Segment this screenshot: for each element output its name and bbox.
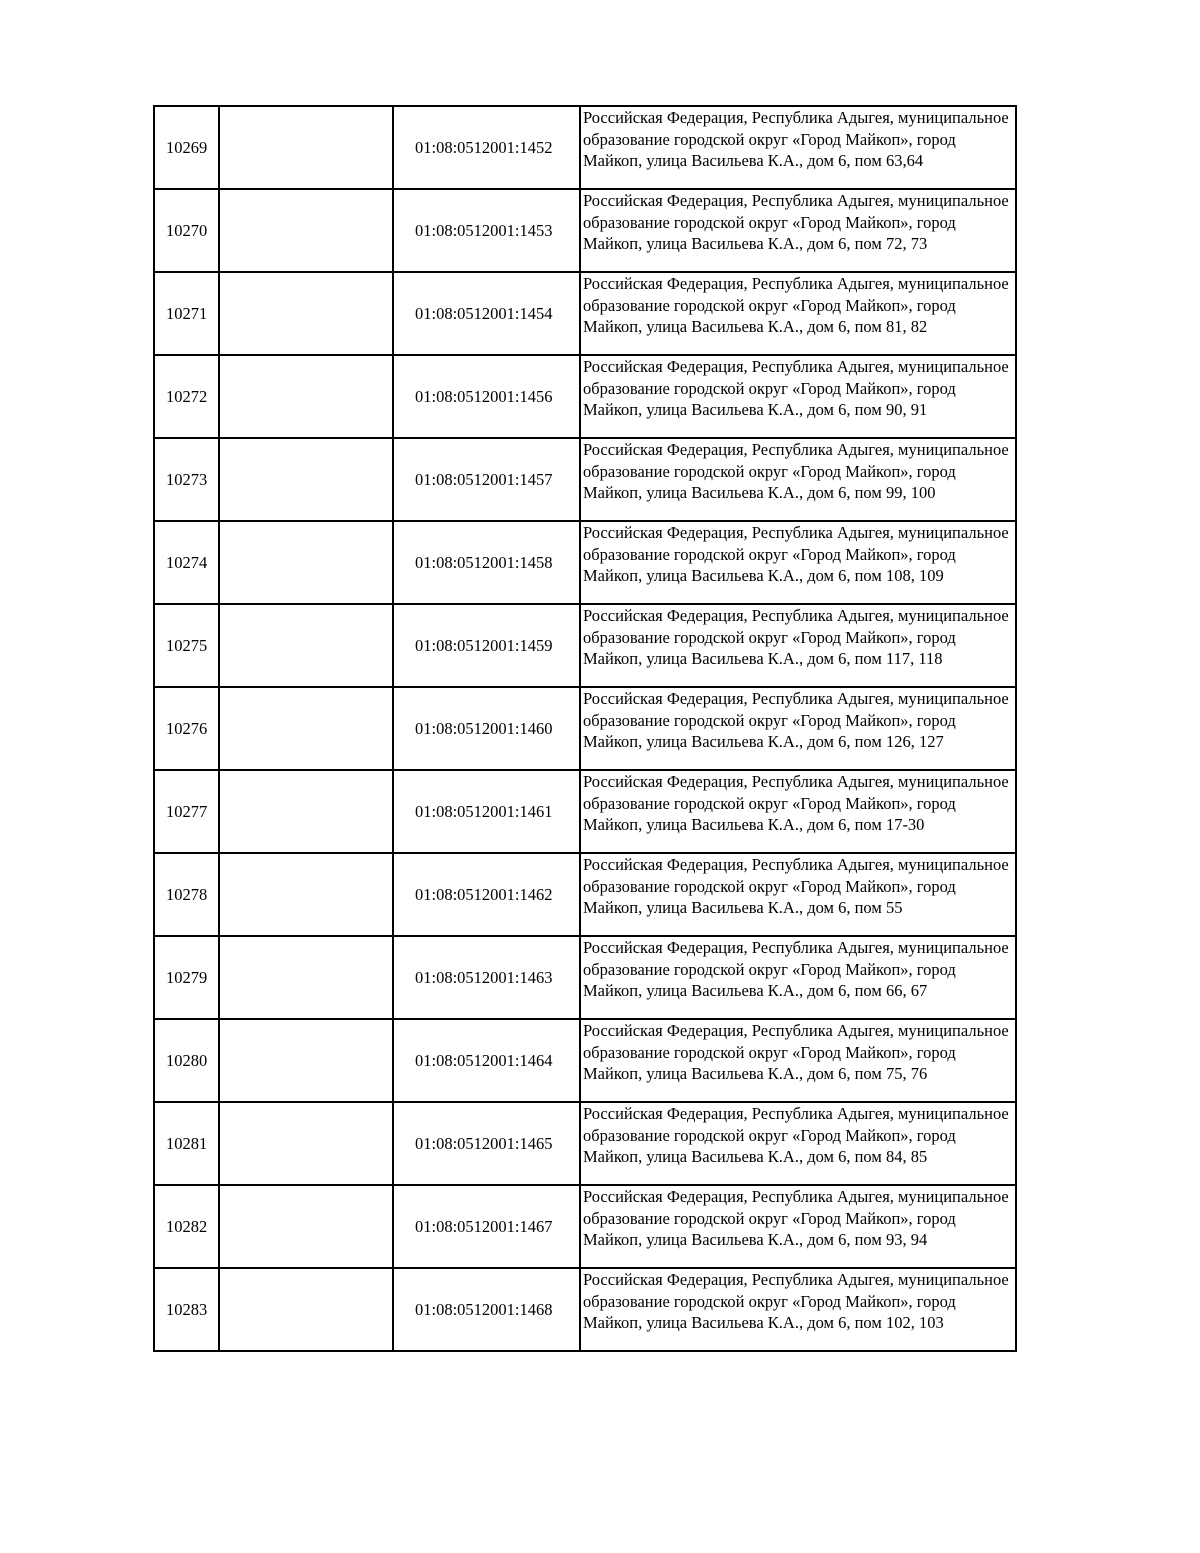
cadastral-number: 01:08:0512001:1452 — [393, 106, 580, 189]
empty-cell — [219, 936, 393, 1019]
address-text: Российская Федерация, Республика Адыгея, муниципальное образование городской округ «Город Майкоп», город Майкоп, улица Васильева К.А., дом 6, пом 63,64 — [583, 108, 1009, 171]
table-row — [154, 106, 1016, 189]
empty-cell — [219, 1185, 393, 1268]
cadastral-number: 01:08:0512001:1454 — [393, 272, 580, 355]
address-cell — [580, 936, 1016, 1019]
row-number: 10274 — [154, 521, 219, 604]
address-text: Российская Федерация, Республика Адыгея, муниципальное образование городской округ «Город Майкоп», город Майкоп, улица Васильева К.А., дом 6, пом 17-30 — [583, 772, 1009, 835]
empty-cell — [219, 189, 393, 272]
empty-cell — [219, 106, 393, 189]
address-cell — [580, 770, 1016, 853]
row-number: 10270 — [154, 189, 219, 272]
cadastral-number: 01:08:0512001:1465 — [393, 1102, 580, 1185]
address-cell — [580, 1102, 1016, 1185]
table-row — [154, 1019, 1016, 1102]
cadastral-number: 01:08:0512001:1467 — [393, 1185, 580, 1268]
address-text: Российская Федерация, Республика Адыгея, муниципальное образование городской округ «Город Майкоп», город Майкоп, улица Васильева К.А., дом 6, пом 55 — [583, 855, 1009, 918]
row-number: 10278 — [154, 853, 219, 936]
table-body — [154, 106, 1016, 1351]
address-text: Российская Федерация, Республика Адыгея, муниципальное образование городской округ «Город Майкоп», город Майкоп, улица Васильева К.А., дом 6, пом 108, 109 — [583, 523, 1009, 586]
cadastral-number: 01:08:0512001:1461 — [393, 770, 580, 853]
address-cell — [580, 438, 1016, 521]
table-row — [154, 1185, 1016, 1268]
table-row — [154, 521, 1016, 604]
address-cell — [580, 853, 1016, 936]
row-number: 10269 — [154, 106, 219, 189]
row-number: 10277 — [154, 770, 219, 853]
empty-cell — [219, 687, 393, 770]
table-row — [154, 189, 1016, 272]
table-row — [154, 272, 1016, 355]
address-text: Российская Федерация, Республика Адыгея, муниципальное образование городской округ «Город Майкоп», город Майкоп, улица Васильева К.А., дом 6, пом 66, 67 — [583, 938, 1009, 1001]
cadastral-number: 01:08:0512001:1462 — [393, 853, 580, 936]
table-row — [154, 936, 1016, 1019]
property-table — [153, 105, 1017, 1352]
empty-cell — [219, 521, 393, 604]
table-row — [154, 853, 1016, 936]
cadastral-number: 01:08:0512001:1457 — [393, 438, 580, 521]
row-number: 10271 — [154, 272, 219, 355]
address-cell — [580, 272, 1016, 355]
address-text: Российская Федерация, Республика Адыгея, муниципальное образование городской округ «Город Майкоп», город Майкоп, улица Васильева К.А., дом 6, пом 99, 100 — [583, 440, 1009, 503]
empty-cell — [219, 355, 393, 438]
address-text: Российская Федерация, Республика Адыгея, муниципальное образование городской округ «Город Майкоп», город Майкоп, улица Васильева К.А., дом 6, пом 81, 82 — [583, 274, 1009, 337]
address-text: Российская Федерация, Республика Адыгея, муниципальное образование городской округ «Город Майкоп», город Майкоп, улица Васильева К.А., дом 6, пом 84, 85 — [583, 1104, 1009, 1167]
table-row — [154, 1102, 1016, 1185]
address-text: Российская Федерация, Республика Адыгея, муниципальное образование городской округ «Город Майкоп», город Майкоп, улица Васильева К.А., дом 6, пом 117, 118 — [583, 606, 1009, 669]
cadastral-number: 01:08:0512001:1456 — [393, 355, 580, 438]
empty-cell — [219, 1102, 393, 1185]
address-cell — [580, 604, 1016, 687]
empty-cell — [219, 272, 393, 355]
cadastral-number: 01:08:0512001:1463 — [393, 936, 580, 1019]
row-number: 10283 — [154, 1268, 219, 1351]
row-number: 10281 — [154, 1102, 219, 1185]
row-number: 10276 — [154, 687, 219, 770]
address-cell — [580, 106, 1016, 189]
cadastral-number: 01:08:0512001:1468 — [393, 1268, 580, 1351]
cadastral-number: 01:08:0512001:1464 — [393, 1019, 580, 1102]
row-number: 10282 — [154, 1185, 219, 1268]
row-number: 10272 — [154, 355, 219, 438]
empty-cell — [219, 604, 393, 687]
empty-cell — [219, 770, 393, 853]
empty-cell — [219, 853, 393, 936]
empty-cell — [219, 1268, 393, 1351]
address-cell — [580, 521, 1016, 604]
address-text: Российская Федерация, Республика Адыгея, муниципальное образование городской округ «Город Майкоп», город Майкоп, улица Васильева К.А., дом 6, пом 75, 76 — [583, 1021, 1009, 1084]
table-row — [154, 438, 1016, 521]
cadastral-number: 01:08:0512001:1459 — [393, 604, 580, 687]
cadastral-number: 01:08:0512001:1460 — [393, 687, 580, 770]
address-text: Российская Федерация, Республика Адыгея, муниципальное образование городской округ «Город Майкоп», город Майкоп, улица Васильева К.А., дом 6, пом 102, 103 — [583, 1270, 1009, 1333]
row-number: 10279 — [154, 936, 219, 1019]
address-cell — [580, 687, 1016, 770]
row-number: 10275 — [154, 604, 219, 687]
table-row — [154, 604, 1016, 687]
table-row — [154, 770, 1016, 853]
address-cell — [580, 189, 1016, 272]
table-row — [154, 355, 1016, 438]
address-text: Российская Федерация, Республика Адыгея, муниципальное образование городской округ «Город Майкоп», город Майкоп, улица Васильева К.А., дом 6, пом 90, 91 — [583, 357, 1009, 420]
row-number: 10280 — [154, 1019, 219, 1102]
cadastral-number: 01:08:0512001:1453 — [393, 189, 580, 272]
address-cell — [580, 1268, 1016, 1351]
address-text: Российская Федерация, Республика Адыгея, муниципальное образование городской округ «Город Майкоп», город Майкоп, улица Васильева К.А., дом 6, пом 72, 73 — [583, 191, 1009, 254]
cadastral-number: 01:08:0512001:1458 — [393, 521, 580, 604]
address-cell — [580, 1019, 1016, 1102]
address-cell — [580, 1185, 1016, 1268]
address-text: Российская Федерация, Республика Адыгея, муниципальное образование городской округ «Город Майкоп», город Майкоп, улица Васильева К.А., дом 6, пом 93, 94 — [583, 1187, 1009, 1250]
empty-cell — [219, 1019, 393, 1102]
address-cell — [580, 355, 1016, 438]
empty-cell — [219, 438, 393, 521]
address-text: Российская Федерация, Республика Адыгея, муниципальное образование городской округ «Город Майкоп», город Майкоп, улица Васильева К.А., дом 6, пом 126, 127 — [583, 689, 1009, 752]
table-row — [154, 687, 1016, 770]
table-row — [154, 1268, 1016, 1351]
row-number: 10273 — [154, 438, 219, 521]
